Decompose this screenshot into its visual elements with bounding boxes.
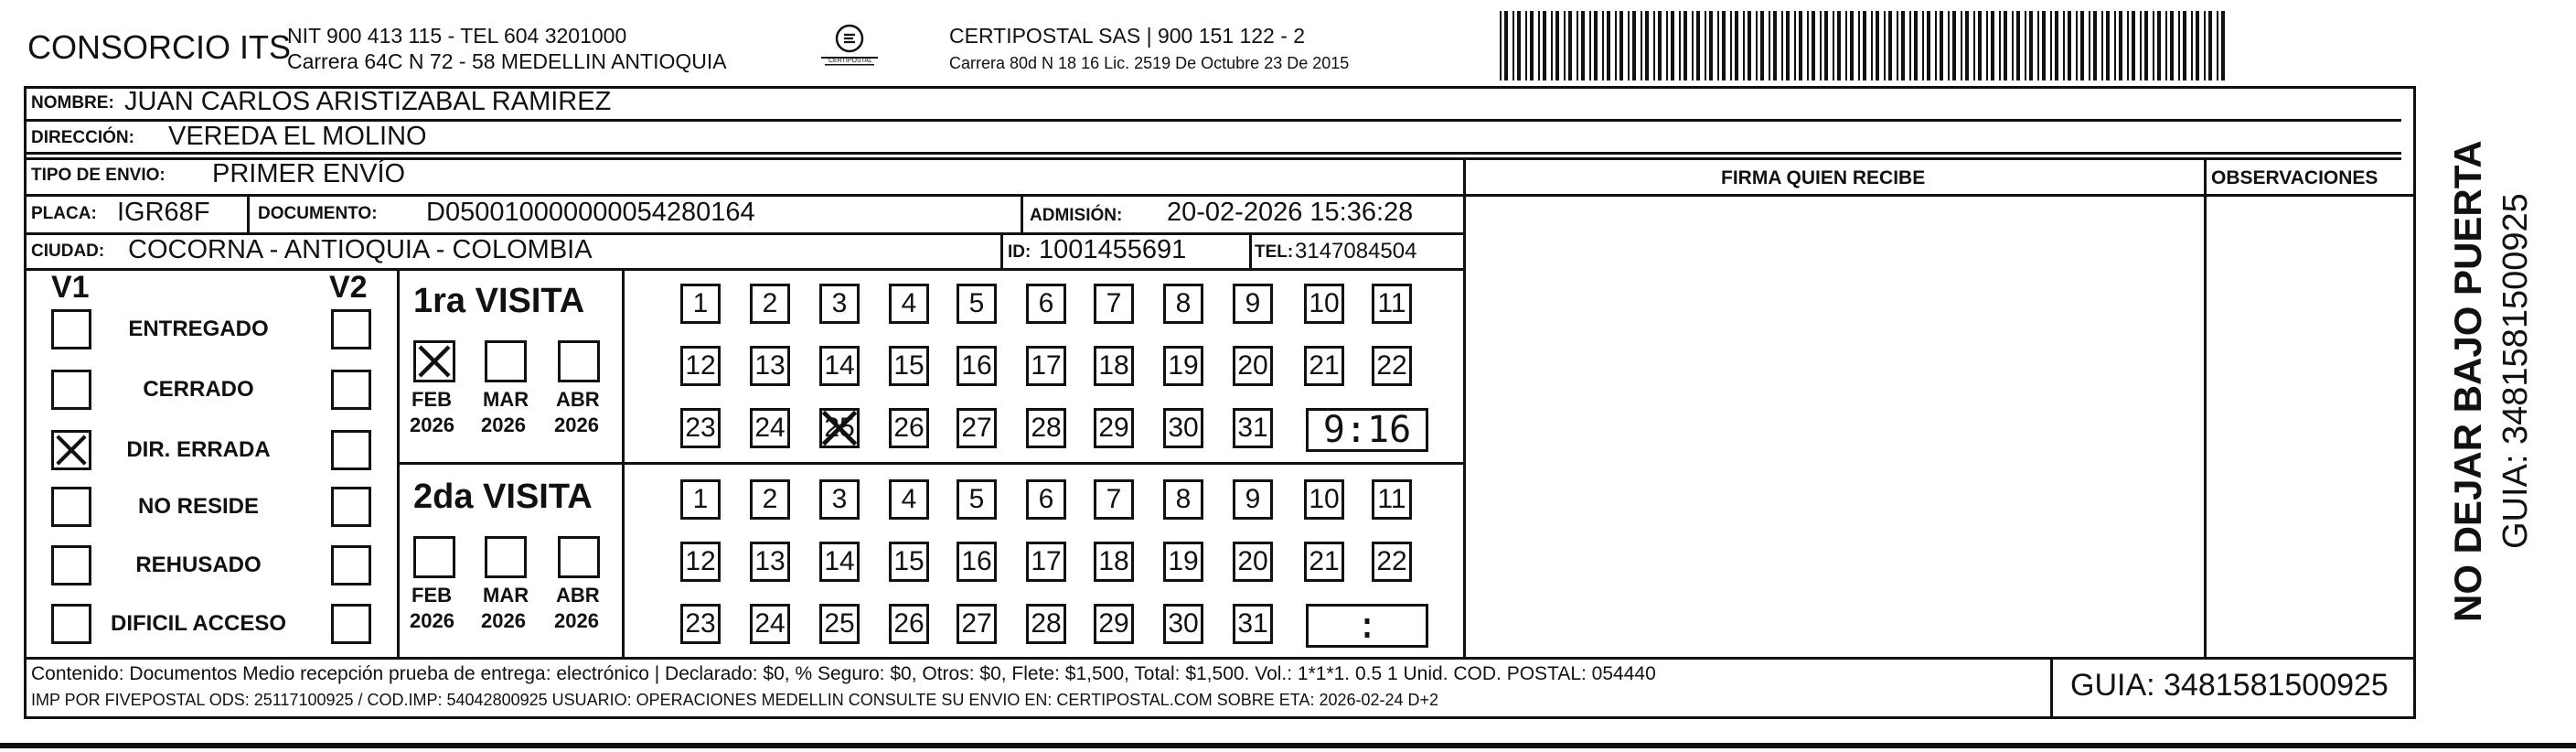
day-box[interactable]: 16: [957, 346, 997, 386]
month-name: FEB: [412, 584, 452, 607]
day-box[interactable]: 25: [819, 604, 860, 644]
day-box[interactable]: 2: [750, 284, 790, 324]
day-box[interactable]: 27: [957, 408, 997, 448]
tel-label: TEL:: [1255, 242, 1294, 262]
day-box[interactable]: 10: [1304, 479, 1344, 520]
day-box[interactable]: 28: [1026, 408, 1066, 448]
v1-header: V1: [51, 270, 90, 305]
day-box[interactable]: 1: [680, 479, 721, 520]
month-name: ABR: [556, 388, 600, 411]
status-label: ENTREGADO: [128, 317, 269, 341]
day-box[interactable]: 15: [889, 346, 929, 386]
bottom-rule: [0, 743, 2576, 748]
day-box[interactable]: 5: [957, 479, 997, 520]
placa-label: PLACA:: [31, 204, 97, 223]
day-box[interactable]: 28: [1026, 604, 1066, 644]
day-box[interactable]: 4: [889, 479, 929, 520]
v2-checkbox[interactable]: [331, 487, 371, 527]
day-box[interactable]: 18: [1094, 346, 1134, 386]
day-box[interactable]: 29: [1094, 604, 1134, 644]
day-box[interactable]: 9: [1233, 479, 1273, 520]
month-year: 2026: [481, 609, 526, 632]
day-box[interactable]: 22: [1372, 542, 1412, 582]
day-box[interactable]: 8: [1163, 284, 1203, 324]
day-mark: [819, 408, 860, 448]
direccion-label: DIRECCIÓN:: [31, 128, 134, 147]
day-box[interactable]: 3: [819, 284, 860, 324]
documento-value: D050010000000054280164: [426, 198, 755, 227]
x-mark-icon: [819, 408, 860, 448]
time-box[interactable]: 9:16: [1306, 408, 1428, 452]
side-warning: NO DEJAR BAJO PUERTA: [2446, 140, 2489, 622]
admision-label: ADMISIÓN:: [1030, 206, 1123, 225]
day-box[interactable]: 5: [957, 284, 997, 324]
month-year: 2026: [410, 414, 454, 436]
month-checkbox[interactable]: [485, 340, 527, 382]
v2-header: V2: [329, 270, 368, 305]
barcode: [1500, 11, 2231, 82]
day-box[interactable]: 13: [750, 346, 790, 386]
month-checkbox[interactable]: [558, 536, 600, 578]
day-box[interactable]: 8: [1163, 479, 1203, 520]
day-box[interactable]: 3: [819, 479, 860, 520]
day-box[interactable]: 27: [957, 604, 997, 644]
carrier-name: CERTIPOSTAL SAS | 900 151 122 - 2: [949, 24, 1306, 48]
day-box[interactable]: 11: [1372, 479, 1412, 520]
status-label: DIR. ERRADA: [126, 437, 271, 462]
day-box[interactable]: 24: [750, 408, 790, 448]
day-box[interactable]: 18: [1094, 542, 1134, 582]
footer-line-1: Contenido: Documentos Medio recepción prueba de entrega: electrónico | Declarado: $0, % Seguro: $0, Otros: $0, Flete: $1,500, Total: $1,500. Vol.: 1*1*1. 0.5 1 Unid. COD. POSTAL: 054440: [31, 663, 1656, 684]
admision-value: 20-02-2026 15:36:28: [1167, 198, 1414, 227]
v2-checkbox[interactable]: [331, 545, 371, 585]
month-checkbox[interactable]: [485, 536, 527, 578]
carrier-address: Carrera 80d N 18 16 Lic. 2519 De Octubre 23 De 2015: [949, 54, 1350, 72]
tipo-envio-value: PRIMER ENVÍO: [212, 159, 406, 188]
id-value: 1001455691: [1039, 235, 1187, 264]
month-name: MAR: [483, 584, 529, 607]
month-name: ABR: [556, 584, 600, 607]
company-nit: NIT 900 413 115 - TEL 604 3201000: [287, 24, 627, 48]
month-year: 2026: [410, 609, 454, 632]
day-box[interactable]: 26: [889, 604, 929, 644]
certipostal-logo-icon: [816, 22, 883, 73]
day-box[interactable]: 14: [819, 346, 860, 386]
visit-title: 2da VISITA: [413, 478, 593, 516]
day-box[interactable]: 31: [1233, 604, 1273, 644]
day-box[interactable]: 2: [750, 479, 790, 520]
placa-value: IGR68F: [117, 198, 210, 227]
day-box[interactable]: 17: [1026, 346, 1066, 386]
day-box[interactable]: 1: [680, 284, 721, 324]
x-mark-icon: [416, 343, 453, 380]
company-name: CONSORCIO ITS: [27, 28, 292, 66]
company-address: Carrera 64C N 72 - 58 MEDELLIN ANTIOQUIA: [287, 49, 727, 73]
day-box[interactable]: 11: [1372, 284, 1412, 324]
logo-text: CERTIPOSTAL: [828, 58, 872, 64]
nombre-value: JUAN CARLOS ARISTIZABAL RAMIREZ: [124, 87, 612, 116]
status-label: DIFICIL ACCESO: [110, 611, 286, 636]
day-box[interactable]: 31: [1233, 408, 1273, 448]
day-box[interactable]: 23: [680, 408, 721, 448]
day-box[interactable]: 30: [1163, 408, 1203, 448]
footer-guia: GUIA: 3481581500925: [2070, 668, 2389, 703]
footer-line-2: IMP POR FIVEPOSTAL ODS: 25117100925 / COD.IMP: 54042800925 USUARIO: OPERACIONES MEDELLIN CONSULTE SU ENVIO EN: CERTIPOSTAL.COM SOBRE ETA: 2026-02-24 D+2: [31, 691, 1439, 709]
nombre-label: NOMBRE:: [31, 93, 114, 113]
day-box[interactable]: 7: [1094, 284, 1134, 324]
month-checkbox[interactable]: [413, 536, 455, 578]
firma-header: FIRMA QUIEN RECIBE: [1721, 167, 1926, 188]
month-year: 2026: [481, 414, 526, 436]
day-box[interactable]: 9: [1233, 284, 1273, 324]
day-box[interactable]: 19: [1163, 542, 1203, 582]
documento-label: DOCUMENTO:: [258, 204, 378, 223]
day-box[interactable]: 21: [1304, 542, 1344, 582]
day-box[interactable]: 14: [819, 542, 860, 582]
day-box[interactable]: 10: [1304, 284, 1344, 324]
tel-value: 3147084504: [1295, 239, 1417, 263]
month-checkbox[interactable]: [413, 340, 455, 382]
day-box[interactable]: 13: [750, 542, 790, 582]
day-box[interactable]: 25: [819, 408, 860, 448]
day-box[interactable]: 4: [889, 284, 929, 324]
visit-title: 1ra VISITA: [413, 282, 585, 320]
v2-checkbox[interactable]: [331, 430, 371, 470]
v2-checkbox[interactable]: [331, 309, 371, 349]
day-box[interactable]: 12: [680, 346, 721, 386]
status-label: NO RESIDE: [137, 494, 260, 519]
day-box[interactable]: 24: [750, 604, 790, 644]
day-box[interactable]: 7: [1094, 479, 1134, 520]
status-label: REHUSADO: [135, 553, 262, 577]
v2-checkbox[interactable]: [331, 604, 371, 644]
month-name: FEB: [412, 388, 452, 411]
tipo-envio-label: TIPO DE ENVIO:: [31, 166, 166, 185]
day-box[interactable]: 21: [1304, 346, 1344, 386]
day-box[interactable]: 20: [1233, 542, 1273, 582]
side-guia: GUIA: 3481581500925: [2496, 193, 2535, 549]
month-year: 2026: [554, 414, 599, 436]
ciudad-label: CIUDAD:: [31, 242, 105, 261]
day-box[interactable]: 6: [1026, 479, 1066, 520]
day-box[interactable]: 6: [1026, 284, 1066, 324]
month-year: 2026: [554, 609, 599, 632]
time-box[interactable]: :: [1306, 604, 1428, 648]
month-checkbox[interactable]: [558, 340, 600, 382]
month-name: MAR: [483, 388, 529, 411]
observaciones-header: OBSERVACIONES: [2211, 167, 2378, 188]
day-box[interactable]: 19: [1163, 346, 1203, 386]
day-box[interactable]: 20: [1233, 346, 1273, 386]
day-box[interactable]: 23: [680, 604, 721, 644]
day-box[interactable]: 15: [889, 542, 929, 582]
status-label: CERRADO: [143, 377, 254, 402]
v2-checkbox[interactable]: [331, 370, 371, 410]
day-box[interactable]: 22: [1372, 346, 1412, 386]
ciudad-value: COCORNA - ANTIOQUIA - COLOMBIA: [128, 235, 593, 264]
id-label: ID:: [1008, 242, 1031, 262]
day-box[interactable]: 16: [957, 542, 997, 582]
day-box[interactable]: 26: [889, 408, 929, 448]
day-box[interactable]: 12: [680, 542, 721, 582]
day-box[interactable]: 17: [1026, 542, 1066, 582]
certipostal-logo: [816, 22, 883, 73]
day-box[interactable]: 29: [1094, 408, 1134, 448]
direccion-value: VEREDA EL MOLINO: [168, 122, 427, 151]
day-box[interactable]: 30: [1163, 604, 1203, 644]
